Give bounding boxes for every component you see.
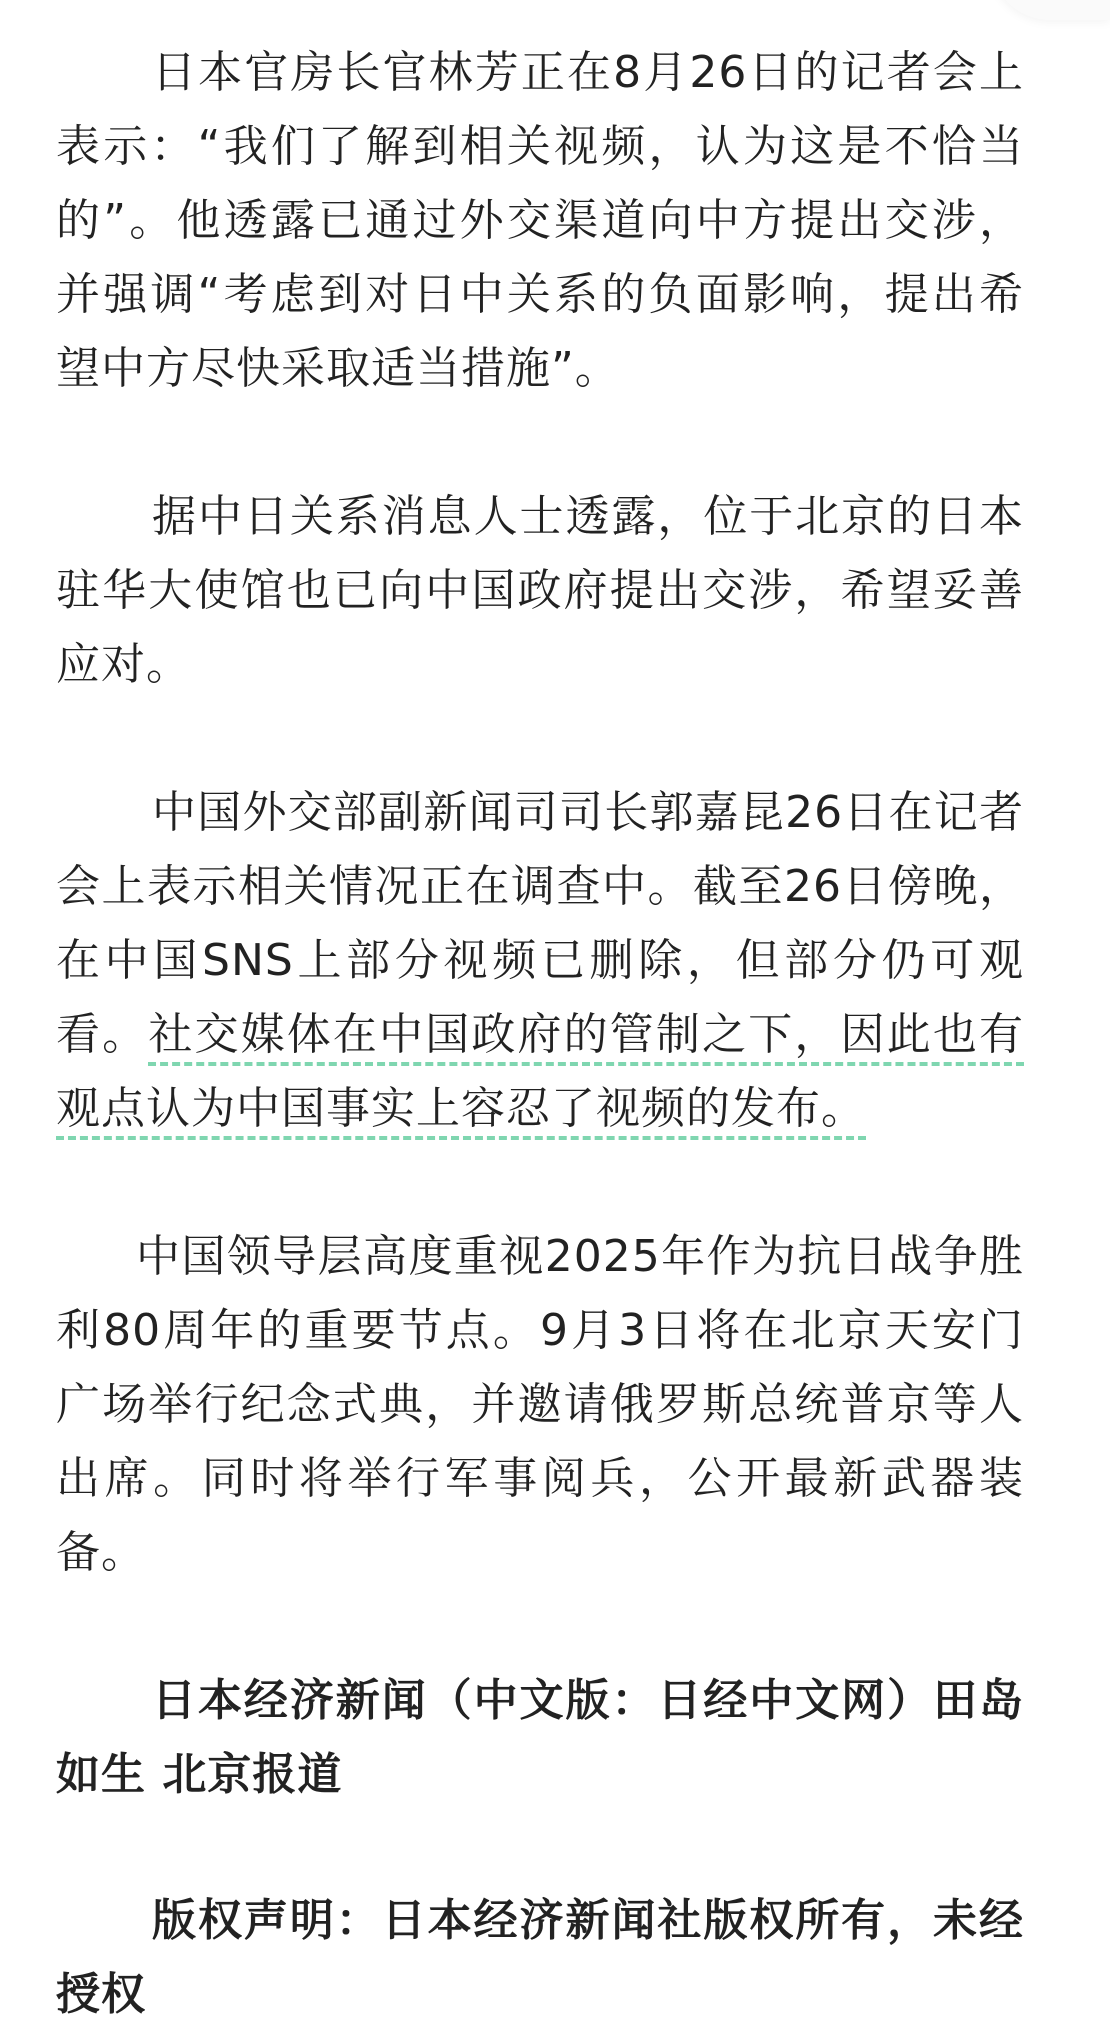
article-paragraph: 中国领导层高度重视2025年作为抗日战争胜利80周年的重要节点。9月3日将在北京天安门广场举行纪念式典，并邀请俄罗斯总统普京等人出席。同时将举行军事阅兵，公开最新武器装备。 xyxy=(56,1231,1024,1578)
article-paragraph-partial: 版权声明：日本经济新闻社版权所有，未经授权 xyxy=(56,1895,1024,2020)
article-paragraph xyxy=(56,776,1024,1146)
article-paragraph: 日本官房长官林芳正在8月26日的记者会上表示：“我们了解到相关视频，认为这是不恰当的”。他透露已通过外交渠道向中方提出交涉，并强调“考虑到对日中关系的负面影响，提出希望中方尽快采取适当措施”。 xyxy=(56,47,1024,394)
article-body xyxy=(56,36,1025,2020)
article-paragraph: 据中日关系消息人士透露，位于北京的日本驻华大使馆也已向中国政府提出交涉，希望妥善应对。 xyxy=(56,491,1024,690)
article-byline: 日本经济新闻（中文版：日经中文网）田岛如生 北京报道 xyxy=(56,1675,1024,1800)
top-right-floating-button-edge[interactable] xyxy=(990,0,1110,20)
highlighted-annotation[interactable]: 社交媒体在中国政府的管制之下，因此也有观点认为中国事实上容忍了视频的发布。 xyxy=(56,1009,1024,1140)
paragraph-text: 中国外交部副新闻司司长郭嘉昆26日在记者会上表示相关情况正在调查中。截至26日傍晚，在中国SNS上部分视频已删除，但部分仍可观看。 xyxy=(56,787,1024,1060)
